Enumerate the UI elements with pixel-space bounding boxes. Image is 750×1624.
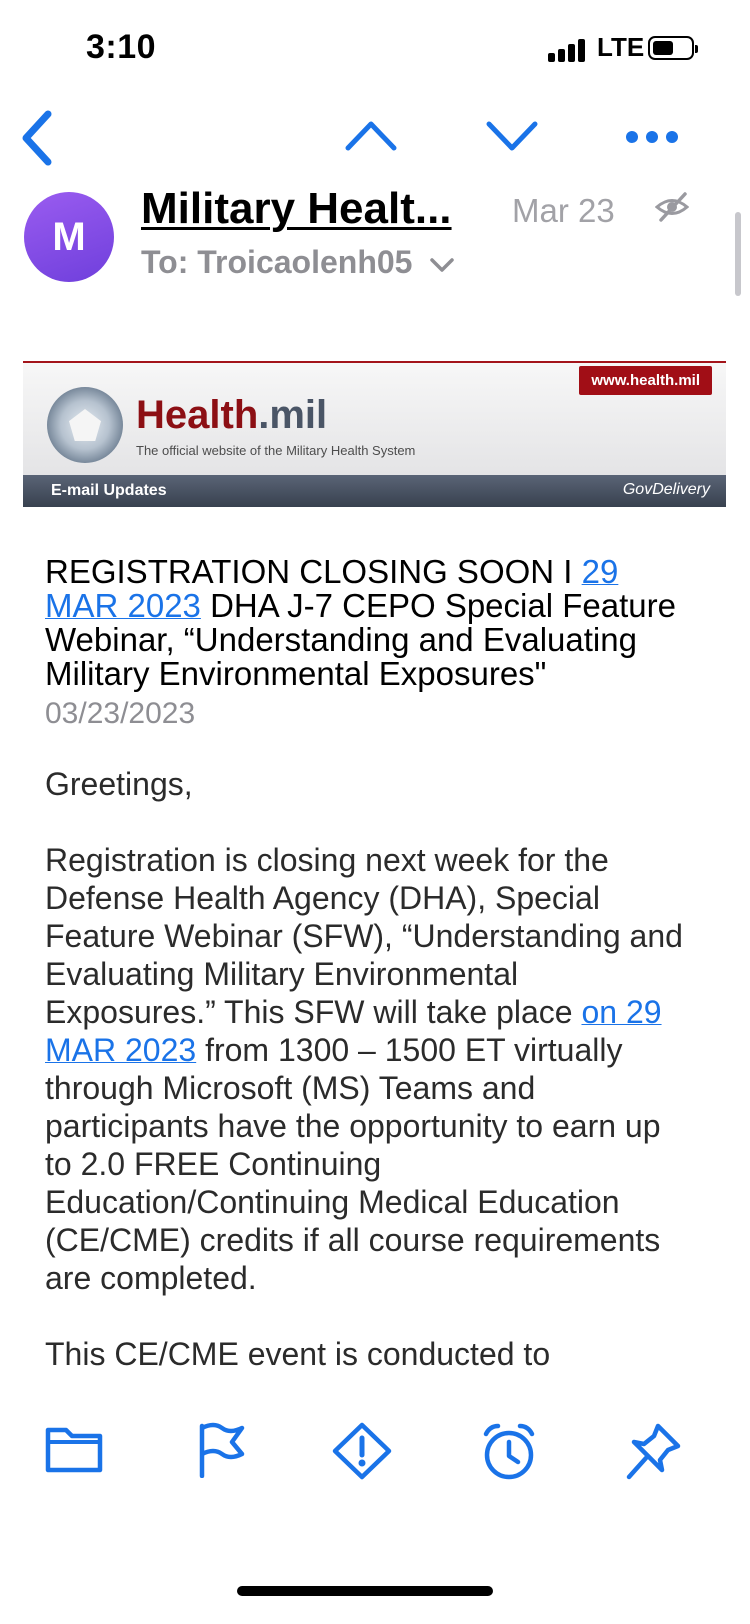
govdelivery-label: GovDelivery xyxy=(622,481,710,498)
sender-name[interactable]: Military Healt... xyxy=(141,184,452,233)
subject-date-link[interactable]: 29 MAR 2023 xyxy=(45,553,619,624)
greeting: Greetings, xyxy=(45,766,193,802)
event-date-link[interactable]: on 29 MAR 2023 xyxy=(45,994,662,1068)
message-date: Mar 23 xyxy=(512,192,615,229)
banner-tagline: The official website of the Military Health System xyxy=(136,443,416,458)
sender-avatar[interactable]: M xyxy=(24,192,114,282)
banner-header xyxy=(23,361,726,475)
email-body xyxy=(45,555,685,1373)
alarm-clock-icon[interactable] xyxy=(480,1422,538,1482)
home-indicator[interactable] xyxy=(237,1586,493,1596)
next-message-icon[interactable] xyxy=(485,120,539,154)
banner-bar xyxy=(23,475,726,507)
website-tag[interactable]: www.health.mil xyxy=(579,366,712,395)
newsletter-banner xyxy=(23,361,726,507)
more-icon[interactable] xyxy=(624,128,680,146)
folder-icon[interactable] xyxy=(44,1422,104,1474)
network-type: LTE xyxy=(597,32,645,62)
health-mil-logo: Health.mil xyxy=(136,393,328,437)
body-paragraph-1: Registration is closing next week for the Defense Health Agency (DHA), Special Feature Webinar (SFW), “Understanding and Evaluating Military Environmental Exposures.” This SFW will take place on 29 MAR 2023 from 1300 – 1500 ET virtually through Microsoft (MS) Teams and participants have the opportunity to earn up to 2.0 FREE Continuing Education/Continuing Medical Education (CE/CME) credits if all course requirements are completed. xyxy=(45,842,683,1296)
signal-strength-icon xyxy=(548,38,592,62)
publish-date: 03/23/2023 xyxy=(45,697,196,730)
clock: 3:10 xyxy=(86,28,157,66)
email-updates-label: E-mail Updates xyxy=(51,482,167,499)
battery-icon xyxy=(648,36,694,60)
email-subject: REGISTRATION CLOSING SOON I 29 MAR 2023 DHA J-7 CEPO Special Feature Webinar, “Understanding and Evaluating Military Environmental Exposures" xyxy=(45,553,676,692)
expand-recipients-icon[interactable] xyxy=(429,257,455,273)
pin-icon[interactable] xyxy=(624,1422,682,1482)
recipient-line[interactable] xyxy=(141,244,455,281)
bottom-action-bar xyxy=(0,1408,750,1498)
status-bar xyxy=(0,0,750,96)
mail-toolbar xyxy=(0,100,750,180)
eye-slash-icon[interactable] xyxy=(655,192,689,222)
back-icon[interactable] xyxy=(18,110,58,166)
flag-icon[interactable] xyxy=(196,1422,248,1478)
report-junk-icon[interactable] xyxy=(332,1422,392,1480)
to-label: To: xyxy=(141,244,189,280)
recipient-name: Troicaolenh05 xyxy=(197,244,413,280)
scroll-indicator[interactable] xyxy=(735,212,741,296)
body-paragraph-2: This CE/CME event is conducted to xyxy=(45,1336,551,1372)
previous-message-icon[interactable] xyxy=(344,118,398,152)
mhs-seal-logo xyxy=(47,387,123,463)
